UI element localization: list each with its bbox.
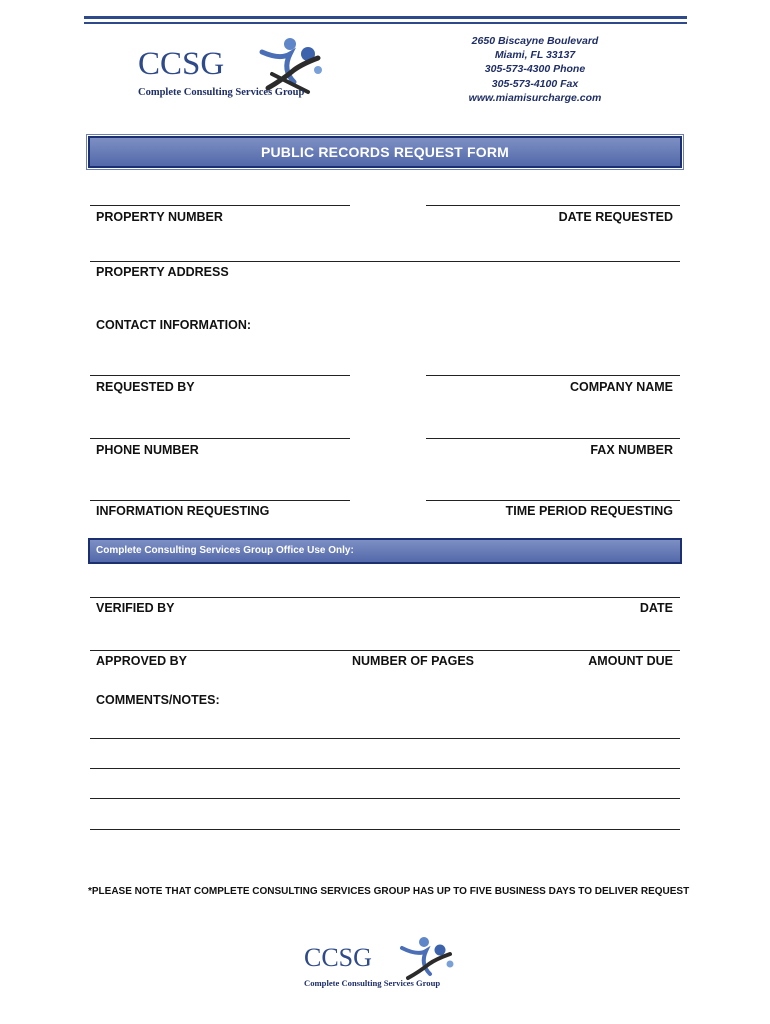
requested-by-line[interactable] [90,375,350,376]
footer-logo-figures-icon [402,937,454,978]
comments-notes-label: COMMENTS/NOTES: [96,693,220,707]
address-city: Miami, FL 33137 [494,49,576,62]
address-website: www.miamisurcharge.com [468,91,602,104]
comment-line[interactable] [90,829,680,830]
logo-subtitle: Complete Consulting Services Group [138,87,305,98]
information-requesting-label: INFORMATION REQUESTING [96,504,270,518]
delivery-note: *PLEASE NOTE THAT COMPLETE CONSULTING SERVICES GROUP HAS UP TO FIVE BUSINESS DAYS TO DELIVER REQUEST [88,886,690,897]
amount-due-label: AMOUNT DUE [588,654,673,668]
property-address-line[interactable] [90,261,680,262]
address-street: 2650 Biscayne Boulevard [471,35,599,47]
logo-figures-icon [262,38,322,92]
address-phone: 305-573-4300 Phone [484,63,586,76]
phone-number-label: PHONE NUMBER [96,443,199,457]
contact-information-label: CONTACT INFORMATION: [96,318,252,332]
company-name-line[interactable] [426,375,680,376]
fax-number-label: FAX NUMBER [590,443,673,457]
phone-number-line[interactable] [90,438,350,439]
time-period-requesting-label: TIME PERIOD REQUESTING [505,504,673,518]
ccsg-logo [132,30,340,110]
property-address-label: PROPERTY ADDRESS [96,265,229,279]
verified-by-line[interactable] [90,597,680,598]
requested-by-label: REQUESTED BY [96,380,195,394]
fax-number-line[interactable] [426,438,680,439]
comment-line[interactable] [90,738,680,739]
form-title-banner [88,136,682,168]
form-title: PUBLIC RECORDS REQUEST FORM [260,144,510,160]
company-name-label: COMPANY NAME [569,380,673,394]
company-address [440,34,630,105]
date-label: DATE [639,601,673,615]
office-use-text: Complete Consulting Services Group Office Use Only: [96,545,354,556]
time-period-line[interactable] [426,500,680,501]
date-requested-line[interactable] [426,205,680,206]
header-top-rule [84,16,687,24]
verified-by-label: VERIFIED BY [96,601,175,615]
number-of-pages-label: NUMBER OF PAGES [352,654,474,668]
comment-line[interactable] [90,798,680,799]
information-requesting-line[interactable] [90,500,350,501]
comment-line[interactable] [90,768,680,769]
date-requested-label: DATE REQUESTED [558,210,673,224]
footer-logo-text: CCSG [304,943,372,972]
approved-by-line[interactable] [90,650,680,651]
logo-text: CCSG [138,46,225,82]
property-number-label: PROPERTY NUMBER [96,210,223,224]
ccsg-logo-footer [300,932,470,998]
footer-logo-subtitle: Complete Consulting Services Group [304,978,441,988]
address-fax: 305-573-4100 Fax [491,77,579,90]
property-number-line[interactable] [90,205,350,206]
approved-by-label: APPROVED BY [96,654,187,668]
office-use-banner [88,538,682,564]
